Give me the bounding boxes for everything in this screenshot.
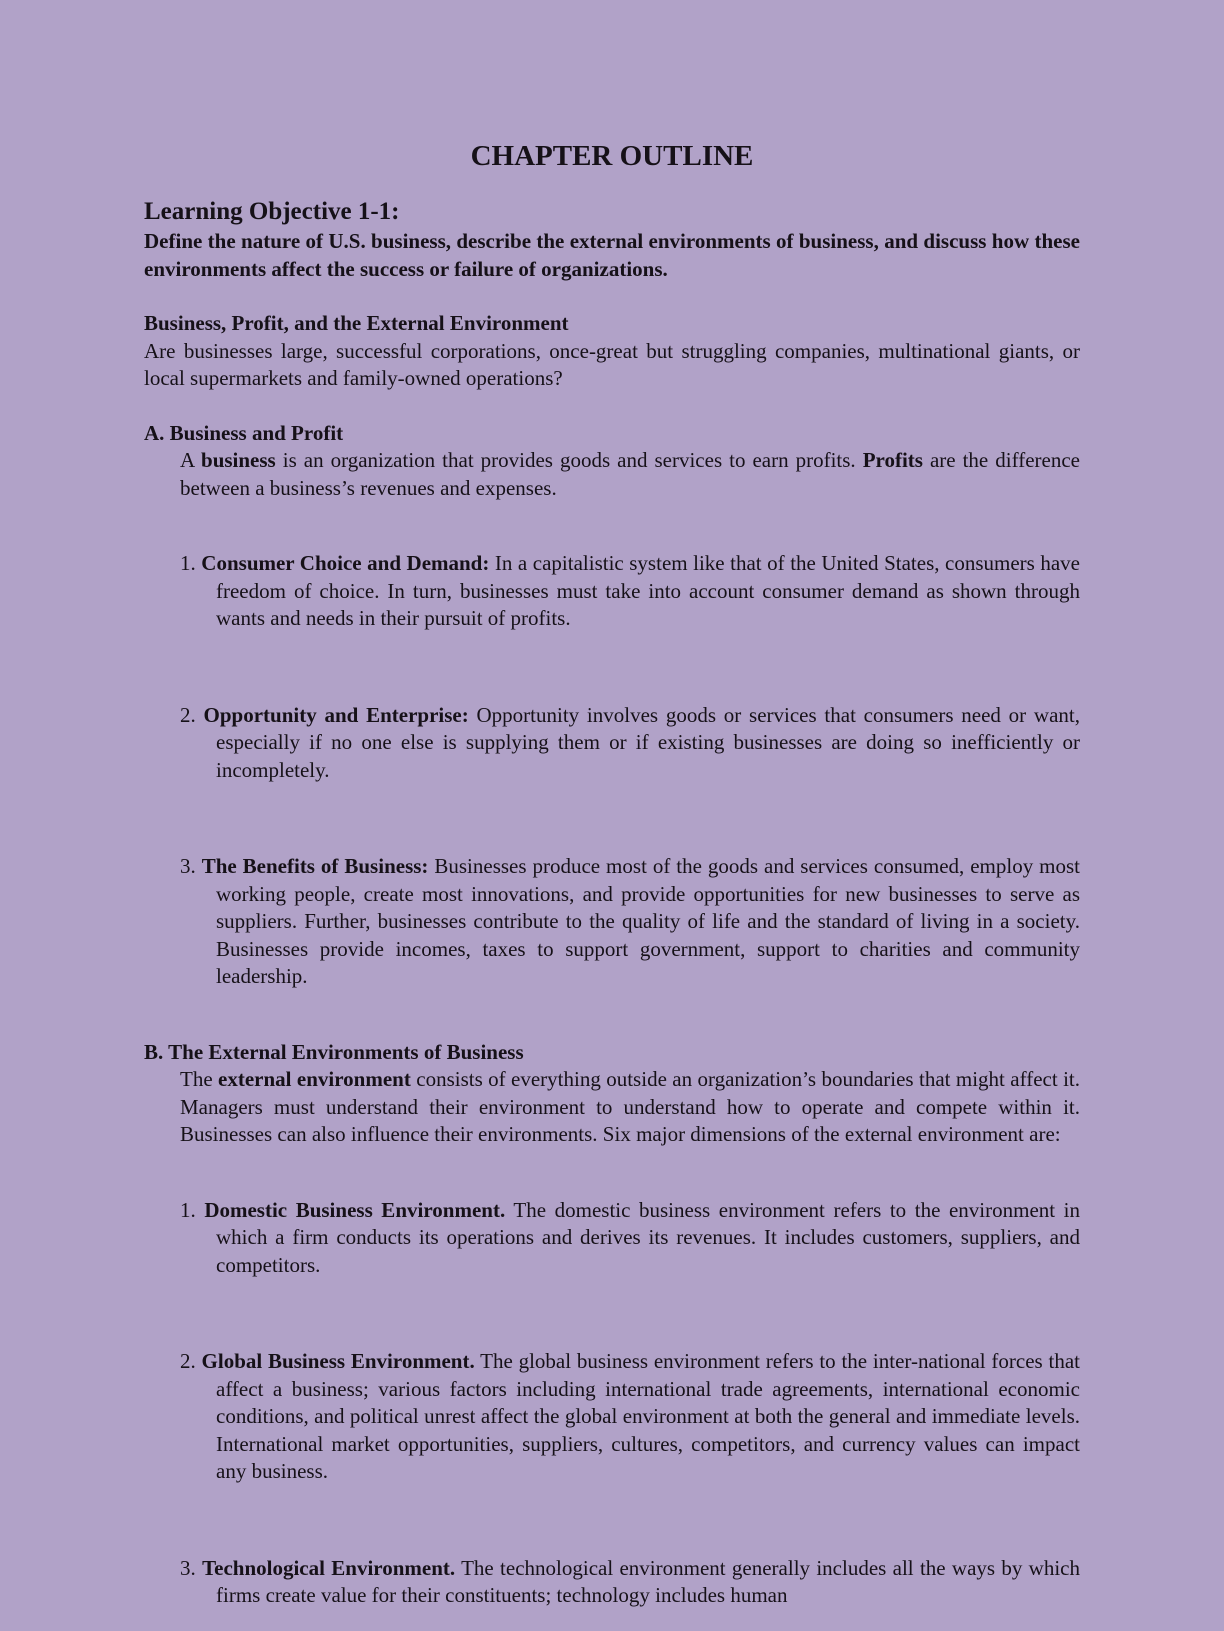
spacer — [144, 502, 1080, 529]
learning-objective-text: Define the nature of U.S. business, describe the external environments of business, and discuss how these environments affect the success or failure of organizations. — [144, 229, 1080, 281]
section-a-item-1 — [180, 550, 1080, 633]
item-text: The technological environment generally includes all the ways by which firms create value for their constituents; technology includes human — [216, 1555, 1081, 1607]
section-a-heading: A. Business and Profit — [144, 420, 344, 445]
intro-heading: Business, Profit, and the External Environment — [144, 311, 569, 335]
spacer — [144, 1507, 1080, 1534]
item-term: Domestic Business Environment. — [204, 1197, 506, 1222]
section-a-paragraph — [180, 447, 1080, 502]
item-text: Businesses produce most of the goods and services consumed, employ most working people, create most innovations, and provide opportunities for new businesses to serve as suppliers. Further, businesses contribute to the quality of life and the standard of living in a society. Businesses provide incomes, taxes to support government, support to charities and community leadership. — [216, 854, 1080, 988]
spacer — [144, 654, 1080, 681]
document-page — [144, 138, 1080, 1631]
spacer — [144, 805, 1080, 832]
chapter-title: CHAPTER OUTLINE — [470, 140, 754, 172]
section-b-paragraph — [180, 1066, 1080, 1149]
text-run: are the difference between a business’s revenues and expenses. — [180, 448, 1080, 500]
item-number: 1. — [180, 1197, 196, 1222]
item-number: 2. — [180, 702, 196, 727]
spacer — [144, 393, 1080, 420]
section-a-item-2 — [180, 702, 1080, 785]
item-term: The Benefits of Business: — [201, 854, 429, 878]
item-text: The domestic business environment refers to the environment in which a firm conducts its operations and derives its revenues. It includes customers, suppliers, and competitors. — [216, 1197, 1081, 1277]
section-b-heading: B. The External Environments of Business — [144, 1039, 524, 1064]
item-number: 3. — [180, 1555, 196, 1580]
text-run: consists of everything outside an organization’s boundaries that might affect it. Managers must understand their environment to understand how to operate and compete within it. Businesses can also influence their environments. Six major dimensions of the external environment are: — [180, 1067, 1080, 1146]
section-b-item-3 — [180, 1555, 1080, 1610]
item-number: 1. — [180, 551, 196, 575]
item-text: Opportunity involves goods or services that consumers need or want, especially if no one else is supplying them or if existing businesses are doing so inefficiently or incompletely. — [216, 702, 1080, 782]
text-run: A — [180, 448, 202, 472]
section-a-item-3 — [180, 853, 1080, 991]
spacer — [144, 1300, 1080, 1327]
term-profits: Profits — [862, 448, 923, 472]
section-b-item-1 — [180, 1197, 1080, 1280]
text-run: The — [180, 1067, 219, 1091]
learning-objective-heading: Learning Objective 1-1: — [144, 198, 400, 225]
item-text: The global business environment refers to the inter-national forces that affect a business; various factors including international trade agreements, international economic conditions, and political unrest affect the global environment at both the general and immediate levels. International market opportunities, suppliers, cultures, competitors, and currency values can impact any business. — [216, 1349, 1080, 1483]
intro-text: Are businesses large, successful corporations, once-great but struggling companies, multinational giants, or local supermarkets and family-owned operations? — [144, 338, 1080, 390]
item-term: Consumer Choice and Demand: — [201, 551, 490, 575]
item-number: 2. — [180, 1349, 196, 1373]
text-run: is an organization that provides goods and services to earn profits. — [275, 448, 863, 472]
term-business: business — [201, 448, 276, 472]
item-text: In a capitalistic system like that of the United States, consumers have freedom of choice. In turn, businesses must take into account consumer demand as shown through wants and needs in their pursuit of profits. — [216, 551, 1081, 630]
spacer — [144, 1149, 1080, 1176]
item-term: Technological Environment. — [202, 1555, 456, 1580]
spacer — [144, 283, 1080, 310]
item-term: Global Business Environment. — [201, 1349, 475, 1373]
section-b-item-2 — [180, 1348, 1080, 1486]
term-external-environment: external environment — [218, 1067, 411, 1091]
spacer — [144, 1012, 1080, 1039]
item-term: Opportunity and Enterprise: — [203, 702, 469, 727]
item-number: 3. — [180, 854, 196, 878]
